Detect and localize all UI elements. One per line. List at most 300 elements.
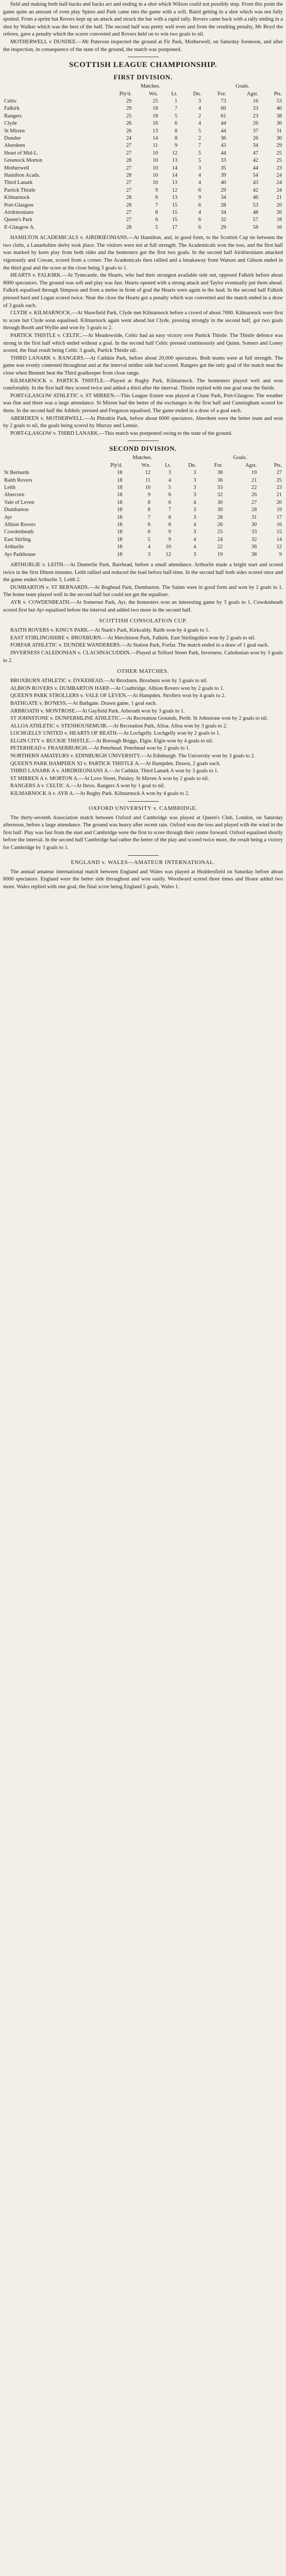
stat-cell: 9 bbox=[147, 492, 150, 498]
team-name: Third Lanark bbox=[4, 180, 33, 186]
stat-cell: 9 bbox=[155, 187, 158, 193]
stat-cell: 54 bbox=[253, 173, 259, 179]
column-group-label: Goals. bbox=[233, 455, 247, 461]
stat-cell: 5 bbox=[175, 113, 178, 119]
stat-cell: 6 bbox=[198, 202, 201, 208]
divider bbox=[128, 855, 159, 856]
stat-cell: 12 bbox=[165, 551, 171, 557]
stat-cell: 39 bbox=[221, 173, 226, 179]
stat-cell: 12 bbox=[276, 544, 282, 550]
column-header: Pts. bbox=[274, 91, 282, 97]
stat-cell: 3 bbox=[193, 507, 196, 513]
league-heading: SCOTTISH LEAGUE CHAMPIONSHIP. bbox=[69, 61, 217, 70]
team-name: Aberdeen bbox=[4, 143, 25, 149]
stat-cell: 23 bbox=[276, 484, 282, 490]
team-name: P.-Glasgow A. bbox=[4, 224, 35, 230]
stat-cell: 4 bbox=[168, 477, 171, 483]
match-report: FORFAR ATHLETIC v. DUNDEE WANDERERS.—At Station Park, Forfar. The match ended in a draw of 1 goal each. bbox=[10, 642, 269, 649]
table-row bbox=[3, 179, 283, 187]
table-row bbox=[3, 469, 283, 477]
stat-cell: 18 bbox=[117, 507, 123, 513]
stat-cell: 58 bbox=[253, 224, 259, 230]
stat-cell: 25 bbox=[217, 529, 223, 535]
team-name: Partick Thistle bbox=[4, 187, 36, 193]
table-row bbox=[3, 98, 283, 105]
match-report: QUEEN'S PARK HAMPDEN XI v. PARTICK THISTLE A.—At Hampden. Drawn, 2 goals each. bbox=[10, 760, 221, 767]
table-row bbox=[3, 165, 283, 172]
stat-cell: 19 bbox=[251, 470, 257, 476]
stat-cell: 33 bbox=[253, 106, 259, 112]
match-report: HAMILTON ACADEMICALS v. AIRDRIEONIANS.—At Hamilton, and, in good form, to the Scottish Cup tie between the two clubs, a Lanarkshire derby took place. The visitors were not at full strength. The Academicals won the toss, and the first half was marked by keen play from both sides and the homesters got the first two goals. In the second half Airdrieonians attacked vigorously and Cowan, scored from a corner. The Academicals then rallied and a breakaway from Watson and Gibson ended in the third goal and the score at the close being 3 goals to 1. bbox=[3, 235, 283, 271]
match-report: PORT-GLASGOW v. THIRD LANARK.—This match was postponed owing to the state of the ground. bbox=[10, 430, 232, 436]
match-report: EAST STIRLINGSHIRE v. BROXBURN.—At Merchiston Park, Falkirk. East Stirlingshire won by 2 goals to nil. bbox=[10, 635, 256, 641]
table-row bbox=[3, 536, 283, 544]
table-row bbox=[3, 492, 283, 499]
team-name: Falkirk bbox=[4, 106, 20, 112]
stat-cell: 3 bbox=[198, 165, 201, 171]
match-report: THIRD LANARK A v. AIRDRIEONIANS A.—At Cathkin. Third Lanark A won by 3 goals to 1. bbox=[10, 768, 219, 774]
stat-cell: 10 bbox=[145, 484, 150, 490]
stat-cell: 10 bbox=[165, 544, 171, 550]
table-row bbox=[3, 544, 283, 551]
divider bbox=[128, 801, 159, 802]
stat-cell: 27 bbox=[251, 499, 257, 505]
stat-cell: 24 bbox=[126, 135, 132, 141]
stat-cell: 36 bbox=[276, 121, 282, 127]
stat-cell: 3 bbox=[193, 492, 196, 498]
stat-cell: 10 bbox=[153, 180, 158, 186]
table-row bbox=[3, 172, 283, 179]
stat-cell: 5 bbox=[198, 158, 201, 164]
table-row bbox=[3, 128, 283, 135]
table-row bbox=[3, 499, 283, 506]
stat-cell: 15 bbox=[276, 529, 282, 535]
stat-cell: 2 bbox=[198, 113, 201, 119]
stat-cell: 16 bbox=[253, 98, 259, 104]
stat-cell: 5 bbox=[198, 128, 201, 134]
match-report: NORTHERN AMATEURS v. EDINBURGH UNIVERSITY.—At Edinburgh. The University won by 3 goals to 2. bbox=[10, 753, 256, 759]
stat-cell: 24 bbox=[276, 180, 282, 186]
stat-cell: 13 bbox=[172, 180, 178, 186]
stat-cell: 31 bbox=[276, 128, 282, 134]
stat-cell: 10 bbox=[153, 165, 158, 171]
stat-cell: 36 bbox=[217, 477, 223, 483]
stat-cell: 8 bbox=[147, 499, 150, 505]
stat-cell: 7 bbox=[198, 143, 201, 149]
stat-cell: 32 bbox=[217, 492, 223, 498]
stat-cell: 14 bbox=[172, 173, 178, 179]
stat-cell: 21 bbox=[251, 477, 257, 483]
stat-cell: 25 bbox=[276, 477, 282, 483]
team-name: Clyde bbox=[4, 121, 17, 127]
team-name: Arthurlie bbox=[4, 544, 24, 550]
column-header: Dn. bbox=[188, 462, 196, 468]
match-report: ARBROATH v. MONTROSE.—At Gayfield Park. Arbroath won by 3 goals to 1. bbox=[10, 708, 185, 714]
table-row bbox=[3, 529, 283, 536]
stat-cell: 26 bbox=[251, 492, 257, 498]
stat-cell: 6 bbox=[168, 492, 171, 498]
stat-cell: 23 bbox=[253, 113, 259, 119]
match-report: QUEEN'S PARK STROLLERS v. VALE OF LEVEN.—At Hampden. Strollers won by 4 goals to 2. bbox=[10, 693, 226, 699]
stat-cell: 26 bbox=[253, 121, 259, 127]
match-report: BROXBURN ATHLETIC v. DYKEHEAD.—At Broxburn. Broxburn won by 3 goals to nil. bbox=[10, 678, 208, 684]
column-header: Lt. bbox=[171, 91, 178, 97]
team-name: East Stirling bbox=[4, 536, 31, 543]
stat-cell: 28 bbox=[126, 158, 132, 164]
match-report: KILMARNOCK A v. AYR A.—At Rugby Park. Kilmarnock A won by 4 goals to 2. bbox=[10, 791, 190, 797]
table-row bbox=[3, 514, 283, 521]
stat-cell: 34 bbox=[221, 210, 226, 216]
stat-cell: 44 bbox=[221, 150, 226, 156]
stat-cell: 26 bbox=[126, 121, 132, 127]
stat-cell: 38 bbox=[251, 551, 257, 557]
stat-cell: 20 bbox=[276, 210, 282, 216]
stat-cell: 24 bbox=[276, 173, 282, 179]
match-report: DUMBARTON v. ST BERNARDS.—At Boghead Park, Dumbarton. The Saints were in good form and won by 2 goals to 1. The home team played well in the second half but could not get the equaliser. bbox=[3, 584, 283, 598]
stat-cell: 10 bbox=[153, 173, 158, 179]
stat-cell: 18 bbox=[117, 521, 123, 528]
stat-cell: 18 bbox=[117, 499, 123, 505]
stat-cell: 36 bbox=[251, 544, 257, 550]
stat-cell: 7 bbox=[147, 514, 150, 520]
stat-cell: 31 bbox=[251, 514, 257, 520]
stat-cell: 44 bbox=[221, 121, 226, 127]
stat-cell: 22 bbox=[251, 484, 257, 490]
stat-cell: 33 bbox=[221, 158, 226, 164]
stat-cell: 9 bbox=[168, 529, 171, 535]
stat-cell: 24 bbox=[276, 187, 282, 193]
table-row bbox=[3, 224, 283, 231]
stat-cell: 9 bbox=[175, 143, 178, 149]
team-name: Leith bbox=[4, 484, 15, 490]
stat-cell: 18 bbox=[117, 536, 123, 543]
stat-cell: 4 bbox=[193, 536, 196, 543]
match-report: HEARTS v. FALKIRK.—At Tynecastle, the Hearts, who had their strongest available side out, opposed Falkirk before about 8000 spectators. The ground was soft and play was fast. Hearts opened with a strong attack and Taylor eventually put them ahead. Falkirk equalised through Simpson and from a melee in front of goal the Hearts were again in the lead. In the second half Falkirk pressed hard and Logan scored twice. Near the close the Hearts got a penalty which was converted and the match ended in a draw of 3 goals each. bbox=[3, 273, 283, 309]
column-group-label: Matches. bbox=[132, 455, 153, 461]
table-row bbox=[3, 113, 283, 120]
table-row bbox=[3, 506, 283, 514]
stat-cell: 15 bbox=[172, 210, 178, 216]
team-name: Heart of Mid-L. bbox=[4, 150, 39, 156]
stat-cell: 38 bbox=[276, 113, 282, 119]
stat-cell: 18 bbox=[276, 217, 282, 223]
stat-cell: 48 bbox=[253, 210, 259, 216]
stat-cell: 28 bbox=[217, 514, 223, 520]
stat-cell: 6 bbox=[155, 195, 158, 201]
stat-cell: 5 bbox=[168, 484, 171, 490]
stat-cell: 32 bbox=[251, 536, 257, 543]
table-row bbox=[3, 187, 283, 194]
stat-cell: 5 bbox=[155, 224, 158, 230]
stat-cell: 10 bbox=[153, 150, 158, 156]
stat-cell: 29 bbox=[221, 224, 226, 230]
stat-cell: 40 bbox=[276, 106, 282, 112]
stat-cell: 30 bbox=[217, 507, 223, 513]
match-report: field and making both half-backs and backs act and ending in a shot which Wilson could not possibly stop. From this point the game quite an amount of even play Spiers and Park came into the game with a will. Baird getting in a shot which was not fully spotted. From a sprint but Rovers kept up an attack and struck the bar with a rapid rally. Rovers came back with a rally ending in a shot by Walker which was the best of the half. The second half was pretty well even and from the resulting penalty, Mr Boyd the referee, gave a penalty which the scorer converted and Rovers held on to win two goals to nil. bbox=[3, 2, 283, 38]
table-row bbox=[3, 521, 283, 529]
stat-cell: 5 bbox=[198, 150, 201, 156]
column-header: Agst. bbox=[245, 462, 257, 468]
match-report: LOCHGELLY UNITED v. HEARTS OF BEATH.—At Lochgelly. Lochgelly won by 2 goals to 1. bbox=[10, 731, 221, 737]
table-row bbox=[3, 484, 283, 492]
team-name: Motherwell bbox=[4, 165, 29, 171]
team-name: Dundee bbox=[4, 135, 21, 141]
newspaper-column bbox=[0, 0, 286, 892]
stat-cell: 6 bbox=[168, 499, 171, 505]
stat-cell: 44 bbox=[221, 128, 226, 134]
stat-cell: 16 bbox=[276, 224, 282, 230]
stat-cell: 8 bbox=[155, 210, 158, 216]
stat-cell: 14 bbox=[153, 135, 158, 141]
stat-cell: 1 bbox=[175, 98, 178, 104]
stat-cell: 21 bbox=[276, 492, 282, 498]
team-name: Cowdenbeath bbox=[4, 529, 34, 535]
division-heading: FIRST DIVISION. bbox=[113, 73, 173, 81]
stat-cell: 46 bbox=[253, 195, 259, 201]
stat-cell: 34 bbox=[253, 143, 259, 149]
stat-cell: 18 bbox=[117, 514, 123, 520]
stat-cell: 4 bbox=[198, 121, 201, 127]
match-report: The thirty-seventh Association match between Oxford and Cambridge was played at Queen's Club, London, on Saturday afternoon, before a large attendance. The ground was heavy after recent rain. Oxford won the toss and played with the wind in the first half. Play was fast from the start and Cambridge were the first to score through their centre forward. Oxford equalised shortly before the interval. In the second half Cambridge had rather the better of the play and scored twice more, the result being a victory for Cambridge by 3 goals to 1. bbox=[3, 815, 283, 851]
stat-cell: 6 bbox=[155, 217, 158, 223]
stat-cell: 25 bbox=[276, 158, 282, 164]
team-name: Celtic bbox=[4, 98, 17, 104]
table-row bbox=[3, 157, 283, 164]
stat-cell: 26 bbox=[126, 128, 132, 134]
stat-cell: 47 bbox=[253, 150, 259, 156]
stat-cell: 21 bbox=[276, 195, 282, 201]
divider bbox=[128, 440, 159, 441]
stat-cell: 34 bbox=[221, 195, 226, 201]
stat-cell: 53 bbox=[253, 202, 259, 208]
stat-cell: 18 bbox=[117, 529, 123, 535]
stat-cell: 18 bbox=[153, 106, 158, 112]
second-division-table bbox=[3, 454, 283, 558]
stat-cell: 10 bbox=[153, 158, 158, 164]
stat-cell: 25 bbox=[153, 98, 158, 104]
stat-cell: 29 bbox=[221, 187, 226, 193]
match-report: MOTHERWELL v DUNDEE.—Mr Paterson inspected the ground at Fir Park, Motherwell, on Saturday forenoon, and after the inspection, in consequence of the state of the ground, the match was postponed. bbox=[3, 39, 283, 53]
stat-cell: 43 bbox=[221, 143, 226, 149]
table-row bbox=[3, 194, 283, 201]
stat-cell: 17 bbox=[172, 224, 178, 230]
stat-cell: 8 bbox=[175, 128, 178, 134]
stat-cell: 6 bbox=[147, 521, 150, 528]
stat-cell: 30 bbox=[217, 499, 223, 505]
column-header: Ply'd. bbox=[119, 91, 132, 97]
table-row bbox=[3, 105, 283, 112]
match-report: KILMARNOCK v. PARTICK THISTLE.—Played at Rugby Park, Kilmarnock. The homesters played well and won comfortably. In the first half they scored twice and added a third after the interval. Thistle replied with one goal near the finish. bbox=[3, 378, 283, 392]
stat-cell: 43 bbox=[253, 180, 259, 186]
match-report: AYR v. COWDENBEATH.—At Somerset Park, Ayr, the homesters won an interesting game by 3 goals to 1. Cowdenbeath scored first but Ayr equalised before the interval and added two more in the second half. bbox=[3, 599, 283, 613]
stat-cell: 7 bbox=[155, 202, 158, 208]
team-name: St Mirren bbox=[4, 128, 25, 134]
team-name: Rangers bbox=[4, 113, 22, 119]
team-name: Abercorn bbox=[4, 492, 25, 498]
stat-cell: 18 bbox=[117, 470, 123, 476]
match-report: INVERNESS CALEDONIAN v. CLACHNACUDDIN.—Played at Telford Street Park, Inverness. Caledonian won by 3 goals to 2. bbox=[3, 650, 283, 664]
stat-cell: 38 bbox=[217, 470, 223, 476]
stat-cell: 9 bbox=[279, 551, 282, 557]
stat-cell: 3 bbox=[193, 551, 196, 557]
stat-cell: 25 bbox=[126, 113, 132, 119]
stat-cell: 6 bbox=[147, 529, 150, 535]
column-header: Dn. bbox=[193, 91, 201, 97]
match-report: The annual amateur international match between England and Wales was played at Huddersfield on Saturday before about 8000 spectators. England were the better side throughout and won easily. Woodward scored three times and Hoare added two more. Wales replied with one goal, the final score being England 5 goals, Wales 1. bbox=[3, 869, 283, 890]
stat-cell: 9 bbox=[198, 195, 201, 201]
stat-cell: 16 bbox=[276, 521, 282, 528]
stat-cell: 27 bbox=[126, 217, 132, 223]
stat-cell: 8 bbox=[168, 521, 171, 528]
division-heading: SECOND DIVISION. bbox=[109, 445, 177, 453]
stat-cell: 8 bbox=[147, 507, 150, 513]
stat-cell: 6 bbox=[198, 187, 201, 193]
table-row bbox=[3, 135, 283, 142]
stat-cell: 30 bbox=[251, 521, 257, 528]
stat-cell: 25 bbox=[276, 150, 282, 156]
stat-cell: 4 bbox=[198, 180, 201, 186]
stat-cell: 16 bbox=[153, 121, 158, 127]
stat-cell: 2 bbox=[198, 135, 201, 141]
stat-cell: 20 bbox=[276, 202, 282, 208]
stat-cell: 27 bbox=[126, 143, 132, 149]
team-name: St Bernards bbox=[4, 470, 29, 476]
stat-cell: 24 bbox=[217, 536, 223, 543]
match-report: ALLOA ATHLETIC v. STENHOUSEMUIR.—At Recreation Park, Alloa. Alloa won by 3 goals to 2. bbox=[10, 723, 228, 729]
oxford-heading: OXFORD UNIVERSITY v. CAMBRIDGE. bbox=[89, 805, 197, 811]
match-report: ARTHURLIE v. LEITH.—At Dunterlie Park, Barrhead, before a small attendance. Arthurlie made a bright start and scored twice in the first fifteen minutes. Leith rallied and reduced the lead before half-time. In the second half both sides scored once and the game ended Arthurlie 3, Leith 2. bbox=[3, 562, 283, 583]
stat-cell: 7 bbox=[168, 507, 171, 513]
stat-cell: 4 bbox=[147, 544, 150, 550]
stat-cell: 3 bbox=[198, 98, 201, 104]
stat-cell: 29 bbox=[276, 143, 282, 149]
stat-cell: 12 bbox=[172, 150, 178, 156]
stat-cell: 9 bbox=[168, 536, 171, 543]
column-group-label: Goals. bbox=[235, 83, 249, 90]
first-division-table bbox=[3, 83, 283, 231]
match-report: ST JOHNSTONE v. DUNFERMLINE ATHLETIC.—At Recreation Grounds, Perth. St Johnstone won by 2 goals to nil. bbox=[10, 716, 268, 722]
stat-cell: 12 bbox=[172, 187, 178, 193]
team-name: Port-Glasgow bbox=[4, 202, 34, 208]
match-report: ELGIN CITY v. BUCKIE THISTLE.—At Borough Briggs, Elgin. Elgin won by 4 goals to nil. bbox=[10, 738, 213, 744]
stat-cell: 4 bbox=[198, 173, 201, 179]
team-name: Dumbarton bbox=[4, 507, 29, 513]
match-report: ST MIRREN A v. MORTON A.—At Love Street, Paisley. St Mirren A won by 2 goals to nil. bbox=[10, 775, 209, 782]
stat-cell: 61 bbox=[221, 113, 226, 119]
team-name: Kilmarnock bbox=[4, 195, 30, 201]
stat-cell: 3 bbox=[147, 551, 150, 557]
stat-cell: 27 bbox=[126, 187, 132, 193]
stat-cell: 57 bbox=[253, 217, 259, 223]
team-name: Raith Rovers bbox=[4, 477, 32, 483]
stat-cell: 5 bbox=[147, 536, 150, 543]
column-header: For. bbox=[214, 462, 223, 468]
stat-cell: 28 bbox=[126, 173, 132, 179]
stat-cell: 44 bbox=[253, 165, 259, 171]
stat-cell: 60 bbox=[221, 106, 226, 112]
stat-cell: 3 bbox=[193, 477, 196, 483]
stat-cell: 27 bbox=[126, 180, 132, 186]
table-row bbox=[3, 551, 283, 558]
stat-cell: 35 bbox=[221, 165, 226, 171]
stat-cell: 13 bbox=[172, 158, 178, 164]
match-report: PETERHEAD v. FRASERBURGH.—At Peterhead. Peterhead won by 2 goals to 1. bbox=[10, 745, 190, 752]
stat-cell: 13 bbox=[172, 195, 178, 201]
match-report: RANGERS A v. CELTIC A.—At Ibrox. Rangers A won by 1 goal to nil. bbox=[10, 783, 165, 789]
stat-cell: 8 bbox=[168, 514, 171, 520]
column-header: Pts. bbox=[274, 462, 282, 468]
stat-cell: 4 bbox=[198, 210, 201, 216]
stat-cell: 19 bbox=[276, 507, 282, 513]
stat-cell: 26 bbox=[253, 135, 259, 141]
stat-cell: 14 bbox=[172, 165, 178, 171]
stat-cell: 28 bbox=[221, 202, 226, 208]
match-report: PARTICK THISTLE v. CELTIC.—At Meadowside, Celtic had an easy victory over Partick Thistle. The Thistle defence was strong in the first half which ended without a goal. In the second half Celtic pressed continuously and Quinn, Somers and Loney scored, the final result being Celtic 3 goals, Partick Thistle nil. bbox=[3, 333, 283, 354]
stat-cell: 27 bbox=[126, 165, 132, 171]
stat-cell: 12 bbox=[145, 470, 150, 476]
stat-cell: 14 bbox=[276, 536, 282, 543]
stat-cell: 73 bbox=[221, 98, 226, 104]
stat-cell: 11 bbox=[153, 143, 158, 149]
stat-cell: 4 bbox=[193, 544, 196, 550]
table-row bbox=[3, 477, 283, 484]
stat-cell: 36 bbox=[221, 135, 226, 141]
stat-cell: 15 bbox=[172, 217, 178, 223]
table-row bbox=[3, 142, 283, 149]
match-report: ALBION ROVERS v. DUMBARTON HARP.—At Coatbridge. Albion Rovers won by 2 goals to 1. bbox=[10, 685, 225, 691]
stat-cell: 37 bbox=[253, 128, 259, 134]
other-matches-heading: OTHER MATCHES. bbox=[117, 668, 169, 675]
stat-cell: 27 bbox=[126, 150, 132, 156]
stat-cell: 29 bbox=[126, 106, 132, 112]
table-row bbox=[3, 209, 283, 216]
column-header: Ply'd. bbox=[110, 462, 123, 468]
stat-cell: 32 bbox=[221, 217, 226, 223]
stat-cell: 7 bbox=[175, 106, 178, 112]
stat-cell: 18 bbox=[117, 477, 123, 483]
team-name: Greenock Morton bbox=[4, 158, 43, 164]
stat-cell: 22 bbox=[217, 544, 223, 550]
stat-cell: 4 bbox=[193, 499, 196, 505]
stat-cell: 28 bbox=[126, 195, 132, 201]
column-header: Wn. bbox=[141, 462, 150, 468]
stat-cell: 27 bbox=[276, 470, 282, 476]
stat-cell: 33 bbox=[217, 484, 223, 490]
stat-cell: 11 bbox=[145, 477, 150, 483]
stat-cell: 28 bbox=[126, 224, 132, 230]
england-heading: ENGLAND v. WALES—AMATEUR INTERNATIONAL. bbox=[71, 859, 215, 866]
team-name: Ayr Parkhouse bbox=[4, 551, 36, 557]
stat-cell: 13 bbox=[153, 128, 158, 134]
team-name: Ayr bbox=[4, 514, 12, 520]
team-name: Airdrieonians bbox=[4, 210, 34, 216]
match-report: PORT-GLASGOW ATHLETIC v. ST MIRREN.—This League fixture was played at Clune Park, Port-Glasgow. The weather was fine and there was a large attendance. St Mirren had the better of the exchanges in the first half and Cunningham scored for them. In the second half the Athletic pressed and Ferguson equalised. The game ended in a draw of a goal each. bbox=[3, 393, 283, 414]
stat-cell: 3 bbox=[168, 470, 171, 476]
match-report: ABERDEEN v. MOTHERWELL.—At Pittodrie Park, before about 6000 spectators. Aberdeen were the better team and won by 2 goals to nil, the goals being scored by Murray and Lennie. bbox=[3, 415, 283, 429]
stat-cell: 53 bbox=[276, 98, 282, 104]
stat-cell: 3 bbox=[193, 484, 196, 490]
consolation-heading: SCOTTISH CONSOLATION CUP. bbox=[99, 618, 187, 624]
stat-cell: 40 bbox=[221, 180, 226, 186]
team-name: Vale of Leven bbox=[4, 499, 35, 505]
stat-cell: 6 bbox=[198, 224, 201, 230]
stat-cell: 18 bbox=[153, 113, 158, 119]
team-name: Queen's Park bbox=[4, 217, 32, 223]
stat-cell: 3 bbox=[193, 470, 196, 476]
team-name: Albion Rovers bbox=[4, 521, 36, 528]
stat-cell: 4 bbox=[198, 106, 201, 112]
match-report: CLYDE v. KILMARNOCK.—At Shawfield Park, Clyde met Kilmarnock before a crowd of about 7000. Kilmarnock were first to score but Clyde soon equalised. Kilmarnock again went ahead but Clyde, pressing strongly in the second half, got two goals through Booth and Wyllie and won by 3 goals to 2. bbox=[3, 310, 283, 331]
